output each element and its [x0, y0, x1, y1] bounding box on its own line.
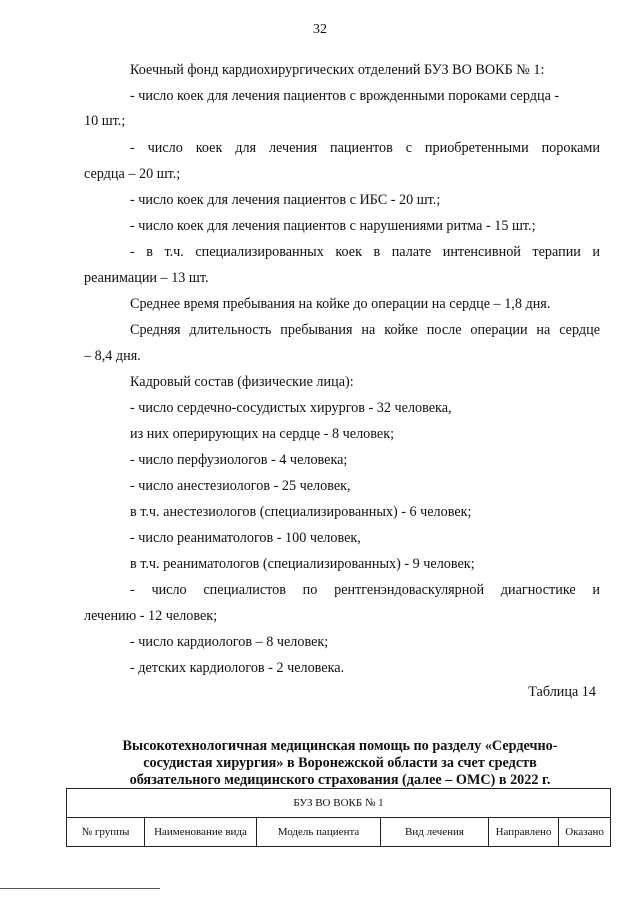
paragraph-line: - число коек для лечения пациентов с ИБС - 20 шт.; — [130, 192, 441, 208]
paragraph-line: - число анестезиологов - 25 человек, — [130, 478, 351, 494]
paragraph-line: лечению - 12 человек; — [84, 608, 218, 624]
paragraph-line: - число коек для лечения пациентов с нарушениями ритма - 15 шт.; — [130, 218, 536, 234]
paragraph-line: в т.ч. анестезиологов (специализированных) - 6 человек; — [130, 504, 472, 520]
paragraph-line: - число специалистов по рентгенэндоваскулярной диагностике и — [130, 582, 600, 598]
paragraph-line: – 8,4 дня. — [84, 348, 141, 364]
heading-line: сосудистая хирургия» в Воронежской области за счет средств — [143, 755, 537, 771]
footnote-rule — [0, 888, 160, 889]
paragraph-line: - число коек для лечения пациентов с приобретенными пороками — [130, 140, 600, 156]
paragraph-line: - в т.ч. специализированных коек в палате интенсивной терапии и — [130, 244, 600, 260]
column-header: Направлено — [489, 818, 559, 847]
table-title: БУЗ ВО ВОКБ № 1 — [67, 789, 611, 818]
paragraph-line: сердца – 20 шт.; — [84, 166, 181, 182]
column-header: Оказано — [559, 818, 611, 847]
paragraph-line: Среднее время пребывания на койке до операции на сердце – 1,8 дня. — [130, 296, 551, 312]
heading-line: Высокотехнологичная медицинская помощь по разделу «Сердечно- — [122, 738, 558, 754]
paragraph-line: из них оперирующих на сердце - 8 человек; — [130, 426, 395, 442]
page-number: 32 — [313, 22, 327, 37]
column-header: Вид лечения — [381, 818, 489, 847]
paragraph-line: - число коек для лечения пациентов с врожденными пороками сердца - — [130, 88, 560, 104]
table-label: Таблица 14 — [528, 684, 596, 700]
paragraph-line: - детских кардиологов - 2 человека. — [130, 660, 345, 676]
paragraph-line: 10 шт.; — [84, 113, 126, 129]
heading-line: обязательного медицинского страхования (далее – ОМС) в 2022 г. — [129, 772, 551, 788]
paragraph-line: Средняя длительность пребывания на койке после операции на сердце — [130, 322, 600, 338]
paragraph-line: Коечный фонд кардиохирургических отделений БУЗ ВО ВОКБ № 1: — [130, 62, 545, 78]
paragraph-line: - число перфузиологов - 4 человека; — [130, 452, 348, 468]
table-heading — [60, 738, 620, 789]
column-header: Модель пациента — [257, 818, 381, 847]
paragraph-line: - число кардиологов – 8 человек; — [130, 634, 329, 650]
paragraph-line: - число реаниматологов - 100 человек, — [130, 530, 361, 546]
paragraph-line: Кадровый состав (физические лица): — [130, 374, 354, 390]
data-table — [66, 788, 611, 847]
column-header: Наименование вида — [145, 818, 257, 847]
paragraph-line: - число сердечно-сосудистых хирургов - 32 человека, — [130, 400, 452, 416]
paragraph-line: в т.ч. реаниматологов (специализированных) - 9 человек; — [130, 556, 475, 572]
paragraph-line: реанимации – 13 шт. — [84, 270, 209, 286]
column-header: № группы — [67, 818, 145, 847]
